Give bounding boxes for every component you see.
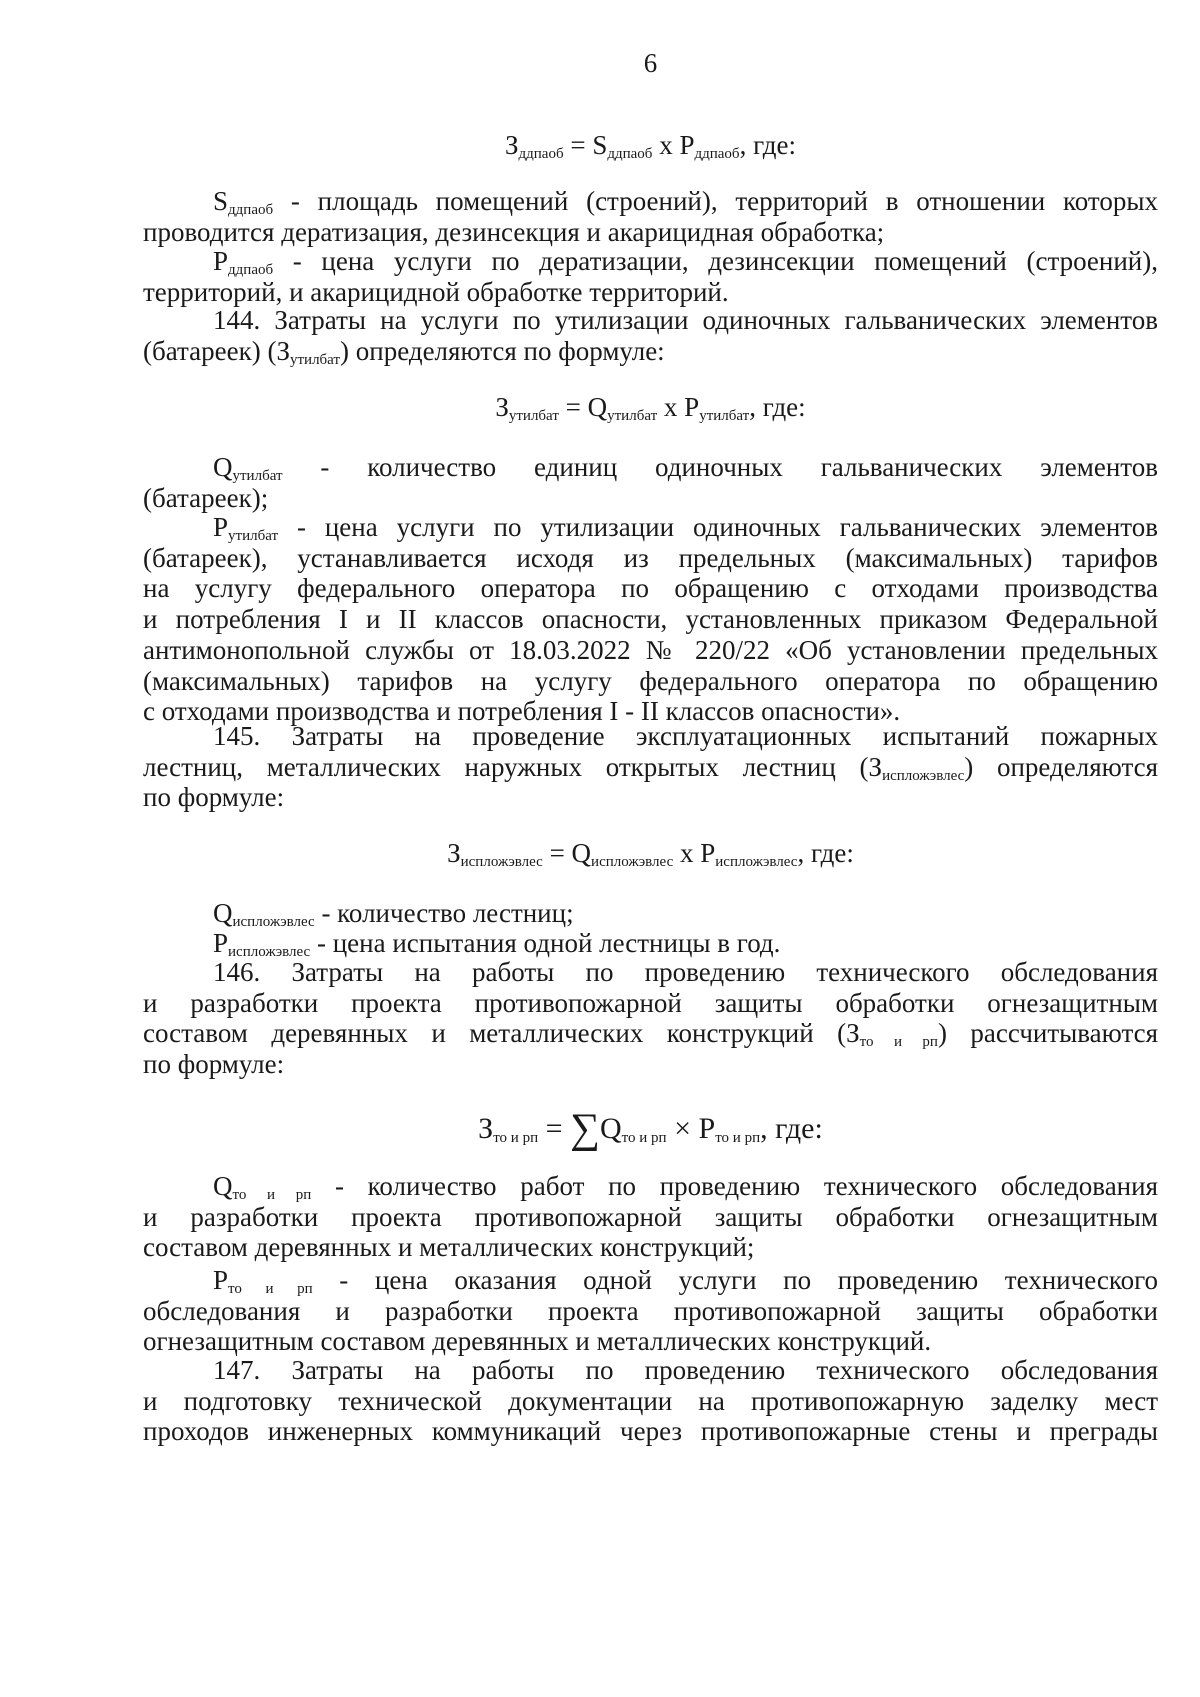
paragraph-147: 147. Затраты на работы по проведению технического обследования и подготовку технической документации на противопожарную заделку мест проходов инженерных коммуникаций через противопожарные стены и преграды bbox=[143, 1355, 1158, 1447]
definition-area: $S_{ддпаоб}$ - площадь помещений (строений), территорий в отношении которых проводится дератизация, дезинсекция и акарицидная обработка; bbox=[143, 186, 1158, 247]
definition-ladder-price: $P_{испложэвлес}$ - цена испытания одной лестницы в год. bbox=[213, 928, 781, 960]
formula-ladders: $З_{испложэвлес} = Q_{испложэвлес}$ x $P_{испложэвлес}$, где: bbox=[447, 838, 854, 870]
definition-battery-price: $P_{утилбат}$ - цена услуги по утилизации одиночных гальванических элементов (батареек), устанавливается исходя из предельных (максимальных) тарифов на услугу федерального оператора по обращению с отходами производства и потребления I и II классов опасности, установленных приказом Федеральной антимонопольной службы от 18.03.2022 № 220/22 «Об установлении предельных (максимальных) тарифов на услугу федерального оператора по обращению с отходами производства и потребления I - II классов опасности». bbox=[143, 512, 1158, 727]
definition-price-deratization: $P_{ддпаоб}$ - цена услуги по дератизации, дезинсекции помещений (строений), территорий, и акарицидной обработке территорий. bbox=[143, 246, 1158, 307]
formula-deratization: $З_{ддпаоб} = S_{ддпаоб}$ x $P_{ддпаоб}$, где: bbox=[504, 130, 797, 162]
formula-batteries: $З_{утилбат} = Q_{утилбат}$ x $P_{утилбат}$, где: bbox=[495, 392, 806, 424]
paragraph-144: 144. Затраты на услуги по утилизации одиночных гальванических элементов (батареек) $(З_{утилбат})$ определяются по формуле: bbox=[143, 305, 1158, 368]
definition-battery-quantity: $Q_{утилбат}$ - количество единиц одиночных гальванических элементов (батареек); bbox=[143, 452, 1158, 513]
page-number: 6 bbox=[643, 48, 658, 78]
sum-symbol: ∑ bbox=[570, 1106, 600, 1152]
paragraph-146: 146. Затраты на работы по проведению технического обследования и разработки проекта противопожарной защиты обработки огнезащитным составом деревянных и металлических конструкций $(З_{то и рп})$ рассчитываются по формуле: bbox=[143, 957, 1159, 1080]
definition-ladder-quantity: $Q_{испложэвлес}$ - количество лестниц; bbox=[213, 898, 574, 930]
paragraph-145: 145. Затраты на проведение эксплуатационных испытаний пожарных лестниц, металлических наружных открытых лестниц $(З_{испложэвлес})$ определяются по формуле: bbox=[143, 721, 1159, 813]
definition-works-price: $P_{то и рп}$ - цена оказания одной услуги по проведению технического обследования и разработки проекта противопожарной защиты обработки огнезащитным составом деревянных и металлических конструкций. bbox=[143, 1265, 1158, 1357]
definition-works-quantity: $Q_{то и рп}$ - количество работ по проведению технического обследования и разработки проекта противопожарной защиты обработки огнезащитным составом деревянных и металлических конструкций; bbox=[143, 1171, 1159, 1263]
formula-fire-protection: $З_{то и рп} = \sum Q_{то и рп} \times P_{то и рп}$, где: bbox=[478, 1106, 823, 1152]
